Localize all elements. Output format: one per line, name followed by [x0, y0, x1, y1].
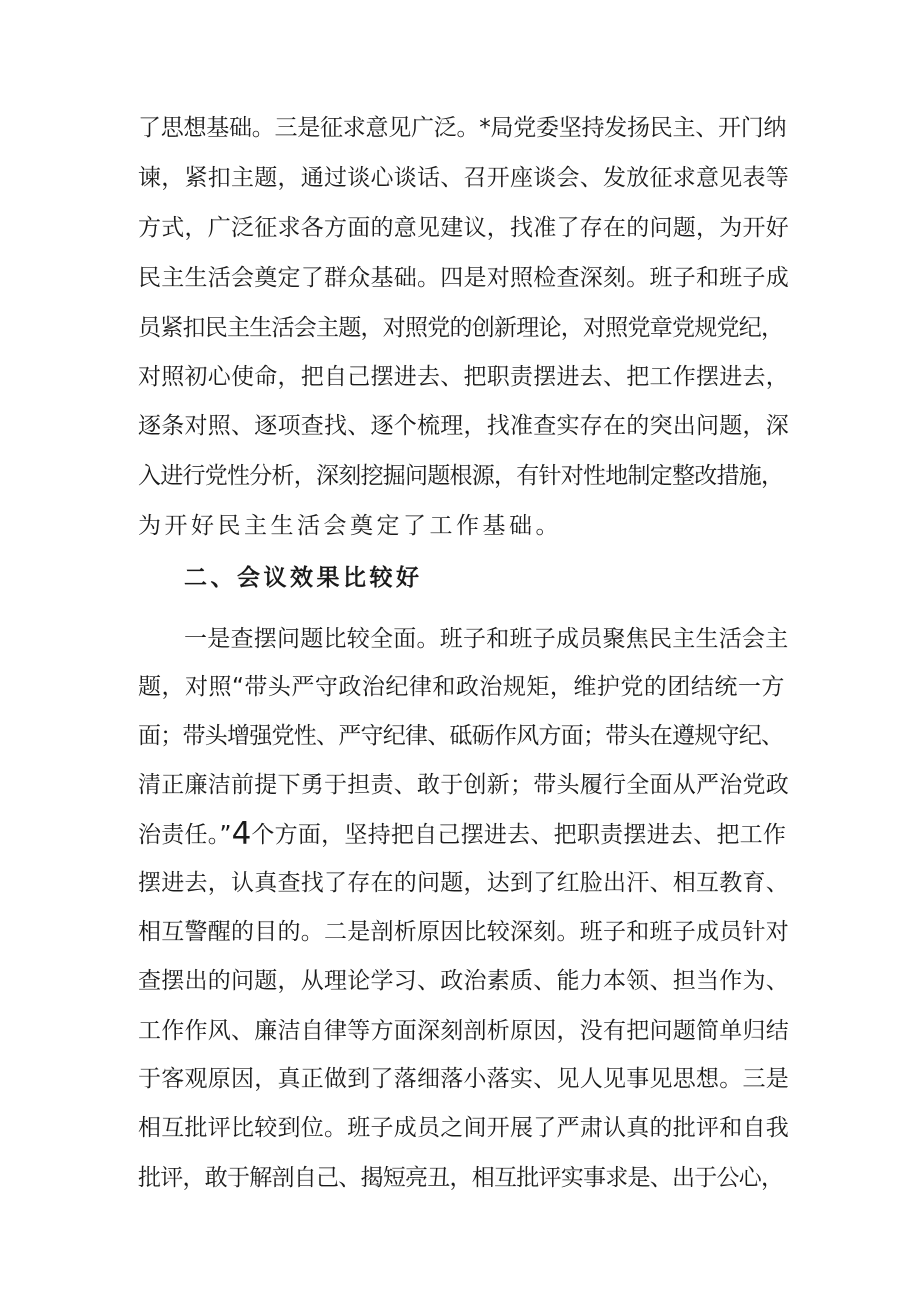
line-number-digit: 4 [231, 816, 252, 852]
paragraph-line: 相互警醒的目的。二是剖析原因比较深刻。班子和班子成员针对 [138, 919, 789, 945]
paragraph-line: 题，对照“带头严守政治纪律和政治规矩，维护党的团结统一方 [138, 674, 785, 700]
section-heading: 二、会议效果比较好 [184, 565, 423, 591]
paragraph-line: 于客观原因，真正做到了落细落小落实、见人见事见思想。三是 [138, 1066, 789, 1092]
paragraph-line: 工作作风、廉洁自律等方面深刻剖析原因，没有把问题简单归结 [138, 1018, 789, 1044]
paragraph-line: 民主生活会奠定了群众基础。四是对照检查深刻。班子和班子成 [138, 265, 789, 291]
line-text-after: 个方面，坚持把自己摆进去、把职责摆进去、把工作 [251, 822, 787, 848]
paragraph-line: 谏，紧扣主题，通过谈心谈话、召开座谈会、发放征求意见表等 [138, 165, 789, 191]
paragraph-line: 员紧扣民主生活会主题，对照党的创新理论，对照党章党规党纪， [138, 315, 784, 341]
paragraph-line: 入进行党性分析，深刻挖掘问题根源，有针对性地制定整改措施， [138, 463, 784, 489]
paragraph-line: 一是查摆问题比较全面。班子和班子成员聚焦民主生活会主 [184, 626, 789, 652]
line-text-before: 治责任。” [138, 822, 232, 848]
paragraph-line: 查摆出的问题，从理论学习、政治素质、能力本领、担当作为、 [138, 968, 789, 994]
paragraph-line: 方式，广泛征求各方面的意见建议，找准了存在的问题，为开好 [138, 215, 789, 241]
paragraph-line: 批评，敢于解剖自己、揭短亮丑，相互批评实事求是、出于公心， [138, 1165, 784, 1191]
paragraph-line: 了思想基础。三是征求意见广泛。*局党委坚持发扬民主、开门纳 [138, 115, 787, 141]
paragraph-line: 摆进去，认真查找了存在的问题，达到了红脸出汗、相互教育、 [138, 870, 789, 896]
paragraph-line: 为开好民主生活会奠定了工作基础。 [138, 513, 562, 539]
paragraph-line: 清正廉洁前提下勇于担责、敢于创新；带头履行全面从严治党政 [138, 772, 789, 798]
paragraph-line-mixed [138, 816, 787, 852]
paragraph-line: 相互批评比较到位。班子成员之间开展了严肃认真的批评和自我 [138, 1115, 789, 1141]
paragraph-line: 对照初心使命，把自己摆进去、把职责摆进去、把工作摆进去， [138, 364, 789, 390]
paragraph-line: 面；带头增强党性、严守纪律、砥砺作风方面；带头在遵规守纪、 [138, 723, 784, 749]
paragraph-line: 逐条对照、逐项查找、逐个梳理，找准查实存在的突出问题，深 [138, 413, 789, 439]
